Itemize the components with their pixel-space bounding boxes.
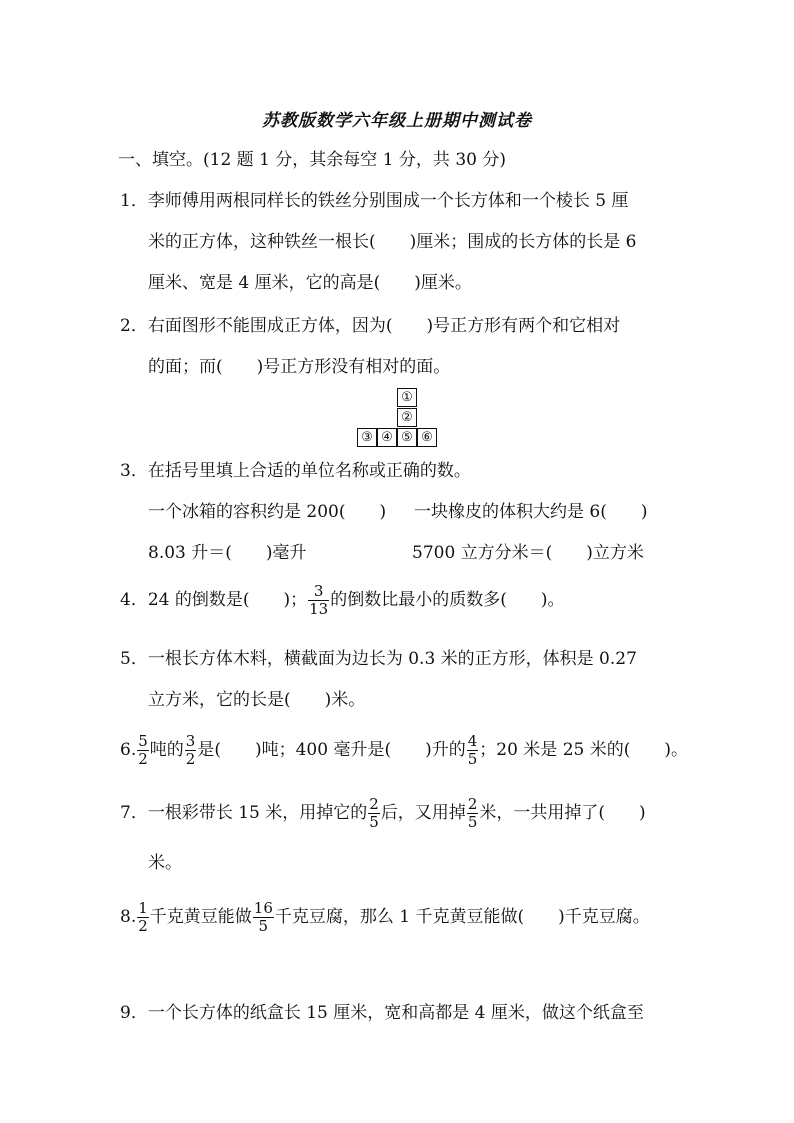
q1-line-3: 厘米、宽是 4 厘米，它的高是( )厘米。 [148, 273, 472, 293]
q6-text-b: 吨的 [149, 740, 184, 760]
net-square-1: ① [397, 388, 417, 407]
q6-fraction-2 [185, 733, 197, 768]
q3-eraser-volume: 一块橡皮的体积大约是 6( ) [414, 502, 648, 522]
q4-text-b: 的倒数比最小的质数多( )。 [330, 590, 565, 610]
q4-fraction-numerator: 3 [308, 583, 329, 601]
q5-line-1: 5．一根长方体木料，横截面为边长为 0.3 米的正方形，体积是 0.27 [120, 649, 637, 669]
q8-fraction-2-numerator: 16 [253, 899, 273, 917]
q8-fraction-2-denominator: 5 [258, 917, 269, 935]
q8-fraction-1-denominator: 2 [138, 917, 148, 935]
net-square-3: ③ [357, 428, 377, 447]
q8-fraction-1-numerator: 1 [138, 899, 148, 917]
q3-liter-conversion: 8.03 升＝( )毫升 [148, 543, 307, 563]
q6-text-d: ；20 米是 25 米的( )。 [479, 740, 689, 760]
q7-text-c: 米，一共用掉了( ) [479, 803, 646, 823]
q6-fraction-3-numerator: 4 [467, 732, 478, 750]
net-square-4: ④ [377, 428, 397, 447]
q6-line [120, 730, 688, 770]
q9-line-1: 9．一个长方体的纸盒长 15 厘米，宽和高都是 4 厘米，做这个纸盒至 [120, 1003, 644, 1023]
q5-line-2: 立方米，它的长是( )米。 [148, 690, 366, 710]
q3-line-1: 3．在括号里填上合适的单位名称或正确的数。 [120, 461, 471, 481]
q3-volume-conversion: 5700 立方分米＝( )立方米 [412, 543, 644, 563]
q1-line-2: 米的正方体，这种铁丝一根长( )厘米；围成的长方体的长是 6 [148, 232, 637, 252]
q4-fraction [308, 583, 329, 618]
q7-text-b: 后，又用掉 [380, 803, 466, 823]
q7-line-1 [120, 793, 646, 833]
q4-text-a: 4．24 的倒数是( )； [120, 590, 308, 610]
q6-fraction-2-numerator: 3 [185, 732, 196, 750]
q6-fraction-3-denominator: 5 [467, 750, 478, 768]
q7-fraction-1 [368, 796, 380, 831]
net-square-5: ⑤ [397, 428, 417, 447]
q1-line-1: 1．李师傅用两根同样长的铁丝分别围成一个长方体和一个棱长 5 厘 [120, 191, 629, 211]
q2-line-2: 的面；而( )号正方形没有相对的面。 [148, 357, 451, 377]
q7-fraction-2-numerator: 2 [467, 795, 478, 813]
q6-label: 6. [120, 740, 137, 760]
q6-fraction-1 [137, 733, 149, 768]
q3-fridge-capacity: 一个冰箱的容积约是 200( ) [148, 502, 387, 522]
q8-label: 8. [120, 907, 137, 927]
q2-line-1: 2．右面图形不能围成正方体，因为( )号正方形有两个和它相对 [120, 316, 621, 336]
q7-fraction-1-numerator: 2 [369, 795, 379, 813]
q6-fraction-2-denominator: 2 [185, 750, 196, 768]
q7-fraction-2 [467, 796, 479, 831]
net-square-6: ⑥ [417, 428, 437, 447]
q8-text-c: 千克豆腐，那么 1 千克黄豆能做( )千克豆腐。 [274, 907, 650, 927]
section-heading: 一、填空。(12 题 1 分，其余每空 1 分，共 30 分) [118, 150, 506, 170]
page-title: 苏教版数学六年级上册期中测试卷 [262, 111, 532, 131]
q7-fraction-2-denominator: 5 [467, 813, 478, 831]
q7-line-2: 米。 [148, 853, 182, 873]
q7-fraction-1-denominator: 5 [369, 813, 379, 831]
net-square-2: ② [397, 408, 417, 427]
q4-fraction-denominator: 13 [309, 600, 329, 618]
q8-fraction-2 [253, 900, 274, 935]
q4-line [120, 580, 564, 620]
q8-line [120, 897, 650, 937]
q6-fraction-3 [467, 733, 479, 768]
q8-text-b: 千克黄豆能做 [149, 907, 252, 927]
q7-text-a: 7．一根彩带长 15 米，用掉它的 [120, 803, 368, 823]
q8-fraction-1 [137, 900, 149, 935]
q6-fraction-1-numerator: 5 [138, 732, 148, 750]
q6-text-c: 是( )吨；400 毫升是( )升的 [197, 740, 466, 760]
q6-fraction-1-denominator: 2 [138, 750, 148, 768]
